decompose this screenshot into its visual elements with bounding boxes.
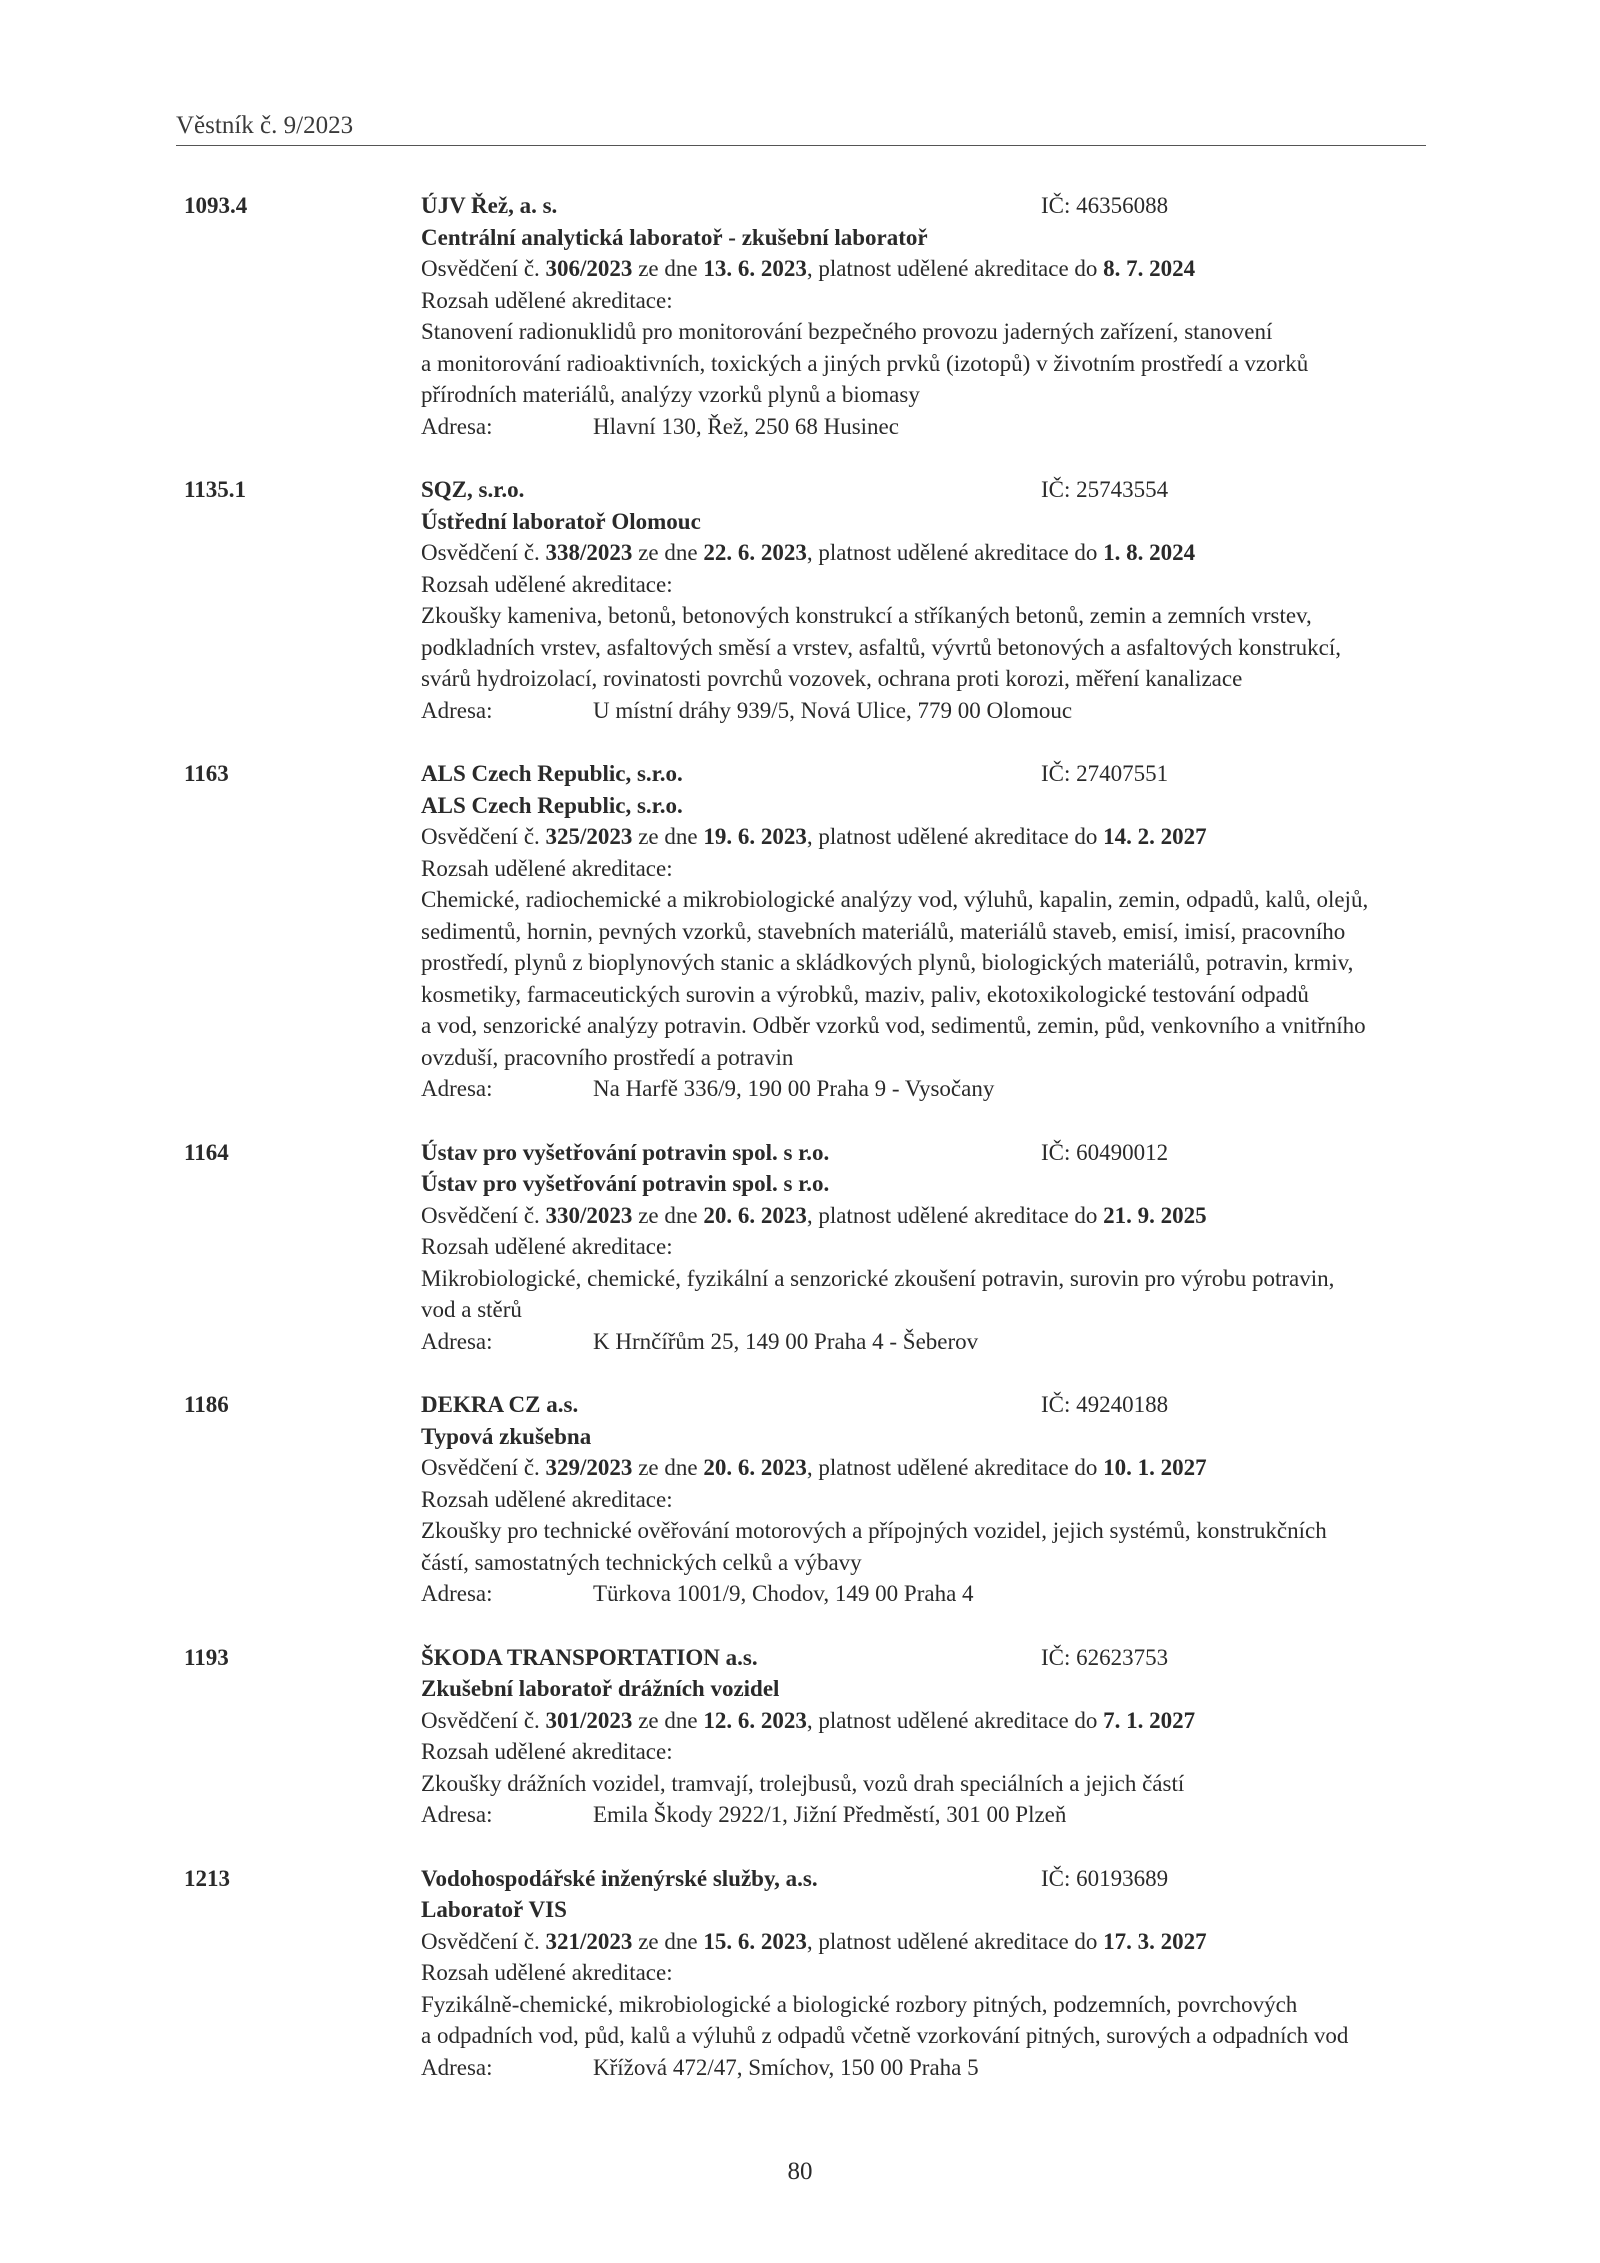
date-prefix: ze dne (638, 1455, 698, 1480)
company-id: IČ: 27407551 (1041, 761, 1169, 786)
organization-name: ÚJV Řež, a. s. (421, 193, 558, 218)
validity-prefix: , platnost udělené akreditace do (806, 540, 1098, 565)
scope-text-line: Chemické, radiochemické a mikrobiologické analýzy vod, výluhů, kapalin, zemin, odpadů, kalů, olejů, (421, 887, 1369, 912)
scope-label: Rozsah udělené akreditace: (421, 1739, 673, 1764)
certificate-date: 20. 6. 2023 (703, 1455, 807, 1480)
organization-row (421, 190, 1424, 222)
entry-body (421, 190, 1424, 442)
organization-name: Ústav pro vyšetřování potravin spol. s r.o. (421, 1139, 830, 1165)
address-label: Adresa: (421, 1076, 493, 1101)
scope-text-line: podkladních vrstev, asfaltových směsí a vrstev, asfaltů, vývrtů betonových a asfaltových konstrukcí, (421, 634, 1341, 660)
laboratory-name: Zkušební laboratoř drážních vozidel (421, 1676, 780, 1701)
organization-row (421, 1137, 1424, 1169)
organization-name: DEKRA CZ a.s. (421, 1392, 579, 1417)
certificate-line (421, 253, 1424, 285)
certificate-label: Osvědčení č. (421, 540, 540, 565)
scope-text-line: sedimentů, hornin, pevných vzorků, stavebních materiálů, materiálů staveb, emisí, imisí, pracovního (421, 918, 1346, 944)
address-row (421, 1578, 1424, 1610)
organization-row (421, 1389, 1424, 1421)
date-prefix: ze dne (638, 824, 698, 849)
valid-until-date: 10. 1. 2027 (1103, 1455, 1207, 1480)
certificate-line (421, 1452, 1424, 1484)
validity-prefix: , platnost udělené akreditace do (806, 824, 1098, 849)
address-row (421, 2052, 1424, 2084)
organization-row (421, 1863, 1424, 1895)
entry-body (421, 1863, 1424, 2084)
company-id: IČ: 49240188 (1041, 1392, 1169, 1417)
address-value: K Hrnčířům 25, 149 00 Praha 4 - Šeberov (593, 1328, 979, 1354)
scope-text-line: ovzduší, pracovního prostředí a potravin (421, 1044, 794, 1070)
page-number: 80 (787, 2158, 813, 2185)
scope-text-line: Zkoušky kameniva, betonů, betonových konstrukcí a stříkaných betonů, zemin a zemních vrstev, (421, 603, 1312, 628)
date-prefix: ze dne (638, 1928, 698, 1954)
company-id: IČ: 46356088 (1041, 193, 1169, 218)
certificate-date: 20. 6. 2023 (703, 1202, 807, 1228)
list-item (184, 1863, 1424, 2084)
laboratory-name: Ústav pro vyšetřování potravin spol. s r.o. (421, 1171, 830, 1196)
entry-number: 1193 (184, 1644, 229, 1670)
certificate-date: 19. 6. 2023 (703, 824, 807, 849)
address-label: Adresa: (421, 2054, 493, 2080)
date-prefix: ze dne (638, 1707, 698, 1733)
organization-row (421, 1642, 1424, 1674)
list-item (184, 1389, 1424, 1610)
scope-label: Rozsah udělené akreditace: (421, 1486, 673, 1512)
scope-label: Rozsah udělené akreditace: (421, 1234, 673, 1259)
valid-until-date: 14. 2. 2027 (1103, 824, 1207, 849)
organization-row (421, 758, 1424, 790)
scope-text-line: prostředí, plynů z bioplynových stanic a skládkových plynů, biologických materiálů, potravin, krmiv, (421, 950, 1354, 975)
scope-text-line: Zkoušky pro technické ověřování motorových a přípojných vozidel, jejich systémů, konstrukčních (421, 1518, 1327, 1543)
certificate-number: 306/2023 (545, 256, 633, 281)
entry-body (421, 758, 1424, 1105)
laboratory-name: ALS Czech Republic, s.r.o. (421, 792, 683, 818)
list-item (184, 190, 1424, 442)
entry-number: 1186 (184, 1392, 229, 1417)
accreditation-list (184, 190, 1424, 2115)
certificate-label: Osvědčení č. (421, 1928, 540, 1954)
address-value: U místní dráhy 939/5, Nová Ulice, 779 00 Olomouc (593, 697, 1073, 723)
list-item (184, 1642, 1424, 1831)
scope-text-line: svárů hydroizolací, rovinatosti povrchů vozovek, ochrana proti korozi, měření kanalizace (421, 666, 1243, 691)
entry-body (421, 1137, 1424, 1358)
certificate-number: 329/2023 (545, 1455, 633, 1480)
address-label: Adresa: (421, 413, 493, 439)
certificate-line (421, 537, 1424, 569)
certificate-date: 13. 6. 2023 (703, 256, 807, 281)
entry-number: 1135.1 (184, 477, 246, 502)
entry-number: 1213 (184, 1865, 230, 1891)
company-id: IČ: 62623753 (1041, 1644, 1169, 1670)
date-prefix: ze dne (638, 540, 698, 565)
validity-prefix: , platnost udělené akreditace do (806, 1455, 1098, 1480)
entry-number: 1163 (184, 761, 229, 786)
list-item (184, 1137, 1424, 1358)
certificate-date: 22. 6. 2023 (703, 540, 807, 565)
certificate-date: 15. 6. 2023 (703, 1928, 807, 1954)
scope-text-line: Zkoušky drážních vozidel, tramvají, trolejbusů, vozů drah speciálních a jejich částí (421, 1770, 1185, 1796)
organization-name: SQZ, s.r.o. (421, 477, 525, 502)
organization-name: ALS Czech Republic, s.r.o. (421, 761, 683, 786)
validity-prefix: , platnost udělené akreditace do (806, 1928, 1098, 1954)
scope-text-line: a odpadních vod, půd, kalů a výluhů z odpadů včetně vzorkování pitných, surových a odpadních vod (421, 2023, 1349, 2048)
scope-text-line: částí, samostatných technických celků a výbavy (421, 1549, 862, 1575)
certificate-line (421, 821, 1424, 853)
organization-name: Vodohospodářské inženýrské služby, a.s. (421, 1865, 818, 1891)
scope-text-line: kosmetiky, farmaceutických surovin a výrobků, maziv, paliv, ekotoxikologické testování odpadů (421, 981, 1309, 1007)
validity-prefix: , platnost udělené akreditace do (806, 256, 1098, 281)
certificate-number: 338/2023 (545, 540, 633, 565)
address-value: Na Harfě 336/9, 190 00 Praha 9 - Vysočany (593, 1076, 995, 1101)
laboratory-name: Ústřední laboratoř Olomouc (421, 508, 701, 534)
scope-label: Rozsah udělené akreditace: (421, 571, 673, 597)
scope-label: Rozsah udělené akreditace: (421, 855, 673, 881)
date-prefix: ze dne (638, 1202, 698, 1228)
entry-body (421, 1642, 1424, 1831)
scope-text-line: Fyzikálně-chemické, mikrobiologické a biologické rozbory pitných, podzemních, povrchových (421, 1991, 1298, 2017)
bulletin-title: Věstník č. 9/2023 (176, 112, 354, 139)
certificate-number: 321/2023 (545, 1928, 633, 1954)
date-prefix: ze dne (638, 256, 698, 281)
header-divider (176, 145, 1426, 146)
certificate-date: 12. 6. 2023 (703, 1707, 807, 1733)
certificate-number: 301/2023 (545, 1707, 633, 1733)
address-label: Adresa: (421, 1802, 493, 1827)
scope-text-line: přírodních materiálů, analýzy vzorků plynů a biomasy (421, 382, 920, 407)
certificate-label: Osvědčení č. (421, 1202, 540, 1228)
scope-text-line: a vod, senzorické analýzy potravin. Odběr vzorků vod, sedimentů, zemin, půd, venkovního a vnitřního (421, 1013, 1366, 1038)
scope-text-line: a monitorování radioaktivních, toxických a jiných prvků (izotopů) v životním prostředí a vzorků (421, 350, 1309, 376)
scope-text-line: Mikrobiologické, chemické, fyzikální a senzorické zkoušení potravin, surovin pro výrobu potravin, (421, 1265, 1335, 1291)
certificate-label: Osvědčení č. (421, 1707, 540, 1733)
certificate-line (421, 1926, 1424, 1958)
certificate-label: Osvědčení č. (421, 824, 540, 849)
address-row (421, 1073, 1424, 1105)
certificate-number: 330/2023 (545, 1202, 633, 1228)
address-row (421, 411, 1424, 443)
company-id: IČ: 25743554 (1041, 477, 1169, 502)
address-value: Emila Škody 2922/1, Jižní Předměstí, 301 00 Plzeň (593, 1802, 1067, 1827)
validity-prefix: , platnost udělené akreditace do (806, 1202, 1098, 1228)
laboratory-name: Centrální analytická laboratoř - zkušební laboratoř (421, 224, 928, 250)
address-label: Adresa: (421, 1581, 493, 1606)
list-item (184, 758, 1424, 1105)
entry-number: 1164 (184, 1139, 229, 1165)
entry-body (421, 474, 1424, 726)
scope-label: Rozsah udělené akreditace: (421, 1960, 673, 1985)
address-label: Adresa: (421, 1328, 493, 1354)
list-item (184, 474, 1424, 726)
certificate-label: Osvědčení č. (421, 1455, 540, 1480)
valid-until-date: 1. 8. 2024 (1103, 540, 1196, 565)
valid-until-date: 8. 7. 2024 (1103, 256, 1196, 281)
address-row (421, 1799, 1424, 1831)
entry-number: 1093.4 (184, 193, 248, 218)
organization-row (421, 474, 1424, 506)
certificate-number: 325/2023 (545, 824, 633, 849)
address-value: Křížová 472/47, Smíchov, 150 00 Praha 5 (593, 2054, 979, 2080)
valid-until-date: 7. 1. 2027 (1103, 1707, 1196, 1733)
certificate-line (421, 1200, 1424, 1232)
address-value: Hlavní 130, Řež, 250 68 Husinec (593, 413, 899, 439)
valid-until-date: 21. 9. 2025 (1103, 1202, 1207, 1228)
entry-body (421, 1389, 1424, 1610)
company-id: IČ: 60490012 (1041, 1139, 1169, 1165)
laboratory-name: Laboratoř VIS (421, 1897, 567, 1922)
certificate-line (421, 1705, 1424, 1737)
certificate-label: Osvědčení č. (421, 256, 540, 281)
address-row (421, 695, 1424, 727)
validity-prefix: , platnost udělené akreditace do (806, 1707, 1098, 1733)
company-id: IČ: 60193689 (1041, 1865, 1169, 1891)
scope-text-line: Stanovení radionuklidů pro monitorování bezpečného provozu jaderných zařízení, stanovení (421, 319, 1273, 344)
organization-name: ŠKODA TRANSPORTATION a.s. (421, 1644, 758, 1670)
scope-label: Rozsah udělené akreditace: (421, 287, 673, 313)
laboratory-name: Typová zkušebna (421, 1423, 592, 1449)
valid-until-date: 17. 3. 2027 (1103, 1928, 1207, 1954)
address-label: Adresa: (421, 697, 493, 723)
address-row (421, 1326, 1424, 1358)
address-value: Türkova 1001/9, Chodov, 149 00 Praha 4 (593, 1581, 974, 1606)
scope-text-line: vod a stěrů (421, 1297, 522, 1322)
